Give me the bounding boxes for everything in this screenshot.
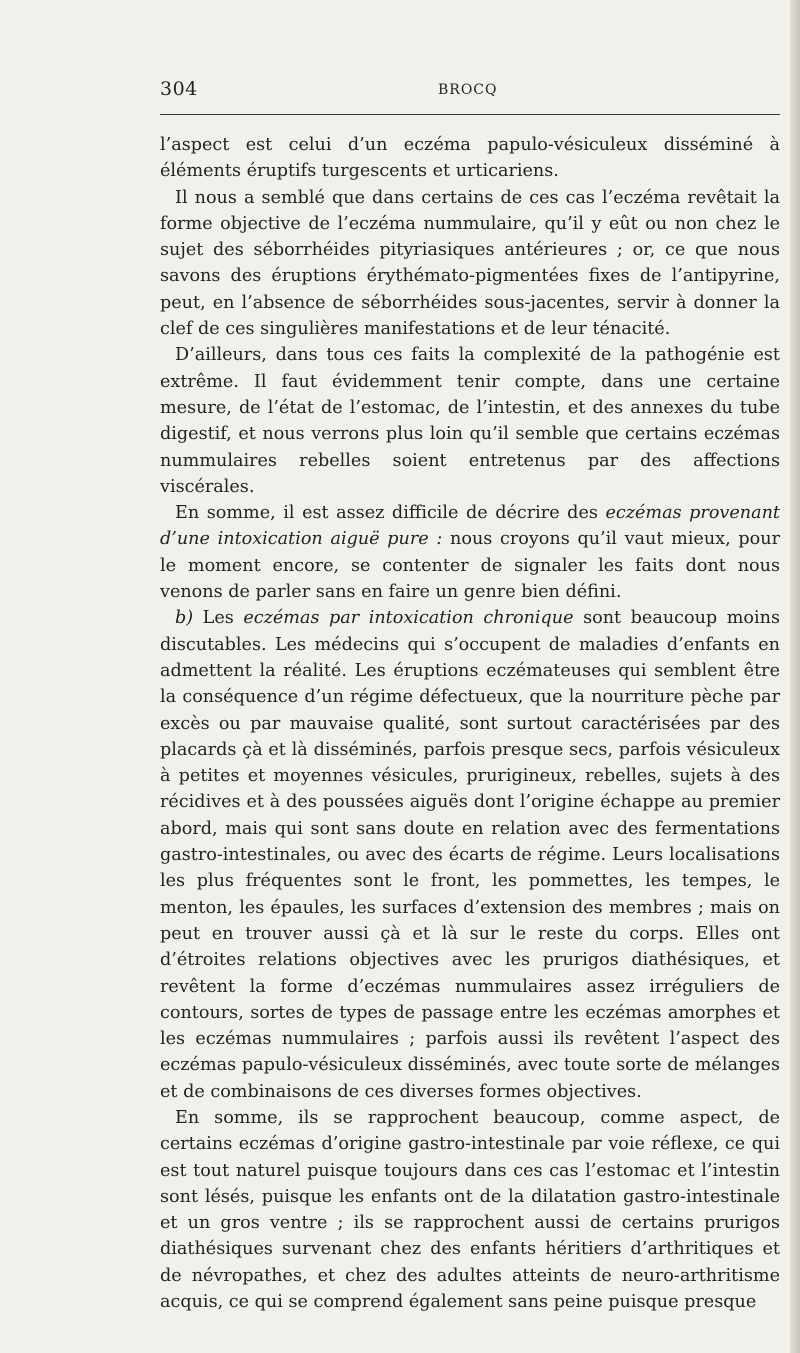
page-number: 304 (160, 78, 198, 100)
section-marker: b) (175, 608, 194, 629)
body-text (160, 132, 780, 1315)
running-head: BROCQ (438, 82, 498, 98)
header-rule (160, 114, 780, 115)
paragraph-4: En somme, il est assez difficile de décrire des eczémas provenant d’une intoxication aiguë pure : nous croyons qu’il vaut mieux, pour le moment encore, se contenter de signaler les faits dont nous venons de parler sans en faire un genre bien défini. (160, 503, 780, 603)
paragraph-5: b) Les eczémas par intoxication chronique sont beaucoup moins discutables. Les médecins qui s’occupent de maladies d’enfants en admettent la réalité. Les éruptions eczémateuses qui semblent être la conséquence d’un régime défectueux, que la nourriture pèche par excès ou par mauvaise qualité, sont surtout caractérisées par des placards çà et là disséminés, parfois presque secs, parfois vésiculeux à petites et moyennes vésicules, prurigineux, rebelles, sujets à des récidives et à des poussées aiguës dont l’origine échappe au premier abord, mais qui sont sans doute en relation avec des fermentations gastro-intestinales, ou avec des écarts de régime. Leurs localisations les plus fréquentes sont le front, les pommettes, les tempes, le menton, les épaules, les surfaces d’extension des membres ; mais on peut en trouver aussi çà et là sur le reste du corps. Elles ont d’étroites relations objectives avec les prurigos diathésiques, et revêtent la forme d’eczémas nummulaires assez irréguliers de contours, sortes de types de passage entre les eczémas amorphes et les eczémas nummulaires ; parfois aussi ils revêtent l’aspect des eczémas papulo-vésiculeux disséminés, avec toute sorte de mélanges et de combinaisons de ces diverses formes objectives. (160, 608, 780, 1102)
italic-term: eczémas provenant d’une intoxication aiguë pure : (160, 503, 780, 550)
paragraph-2: Il nous a semblé que dans certains de ces cas l’eczéma revêtait la forme objective de l’eczéma nummulaire, qu’il y eût ou non chez le sujet des séborrhéides pityriasiques antérieures ; or, ce que nous savons des éruptions érythémato-pigmentées fixes de l’antipyrine, peut, en l’absence de séborrhéides sous-jacentes, servir à donner la clef de ces singulières manifestations et de leur ténacité. (160, 187, 780, 340)
italic-term: eczémas par intoxication chronique (243, 608, 574, 629)
paragraph-1: l’aspect est celui d’un eczéma papulo-vésiculeux disséminé à éléments éruptifs turgescents et urticariens. (160, 135, 780, 182)
page-header (160, 76, 780, 106)
page-edge-shadow (790, 0, 800, 1353)
paragraph-3: D’ailleurs, dans tous ces faits la complexité de la pathogénie est extrême. Il faut évidemment tenir compte, dans une certaine mesure, de l’état de l’estomac, de l’intestin, et des annexes du tube digestif, et nous verrons plus loin qu’il semble que certains eczémas nummulaires rebelles soient entretenus par des affections viscérales. (160, 345, 780, 497)
paragraph-6: En somme, ils se rapprochent beaucoup, comme aspect, de certains eczémas d’origine gastro-intestinale par voie réflexe, ce qui est tout naturel puisque toujours dans ces cas l’estomac et l’intestin sont lésés, puisque les enfants ont de la dilatation gastro-intestinale et un gros ventre ; ils se rapprochent aussi de certains prurigos diathésiques survenant chez des enfants héritiers d’arthritiques et de névropathes, et chez des adultes atteints de neuro-arthritisme acquis, ce qui se comprend également sans peine puisque presque (160, 1107, 780, 1313)
